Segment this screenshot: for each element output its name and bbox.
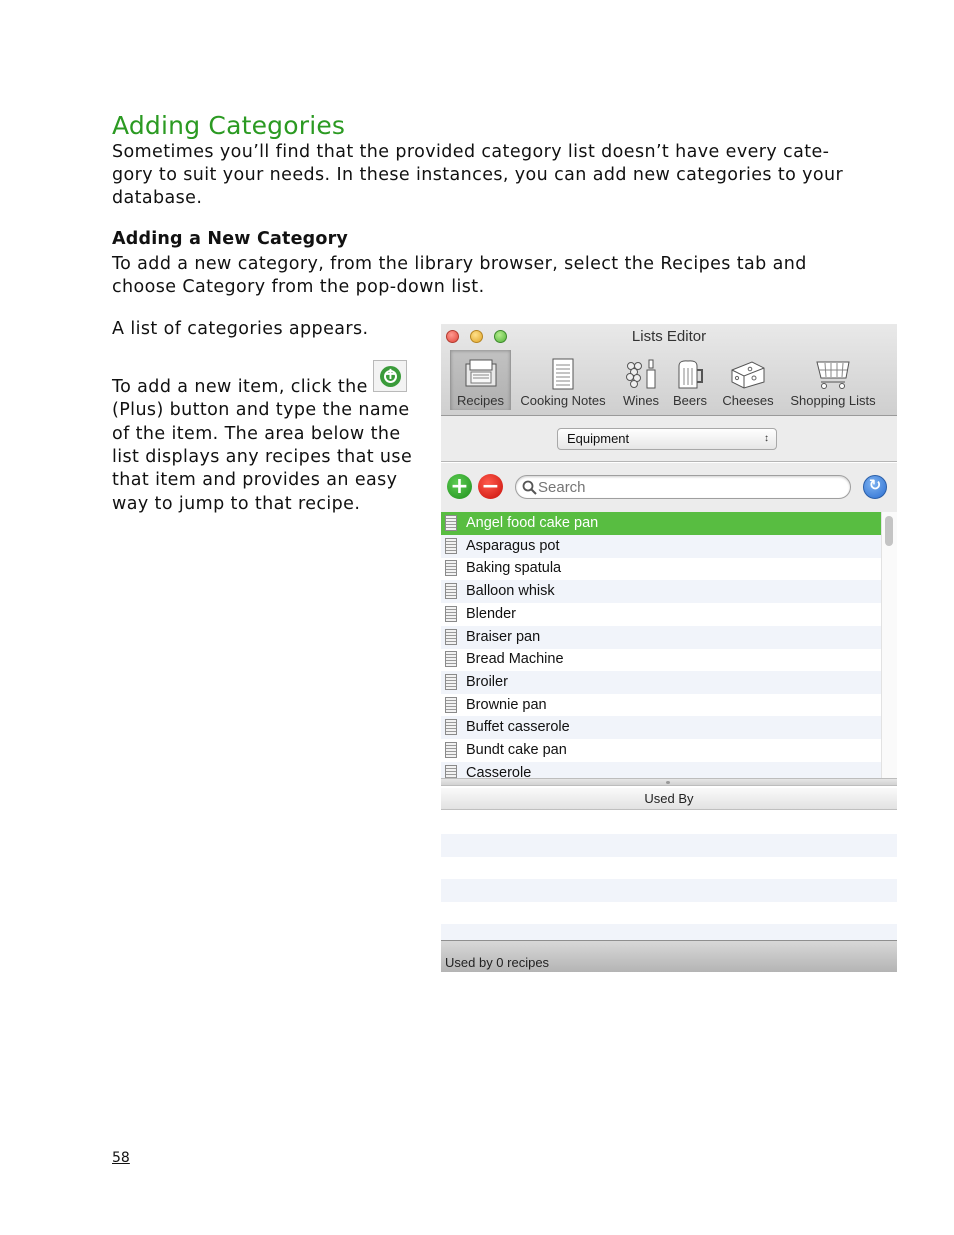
list-item[interactable] xyxy=(441,512,881,535)
add-line-1: To add a new category, from the library browser, select the Recipes tab and xyxy=(112,254,807,274)
list-item[interactable] xyxy=(441,671,881,694)
used-by-row xyxy=(441,834,897,857)
list-item-label: Baking spatula xyxy=(466,560,562,577)
tab-wines-label: Wines xyxy=(622,393,660,408)
list-item-label: Buffet casserole xyxy=(466,719,570,736)
list-item-icon xyxy=(445,742,457,758)
add-line-2: choose Category from the pop-down list. xyxy=(112,277,485,297)
used-by-header[interactable]: Used By xyxy=(441,788,897,810)
refresh-icon: ↻ xyxy=(868,476,882,494)
plus-line-5: that item and provides an easy xyxy=(112,470,398,490)
plus-line-2: (Plus) button and type the name xyxy=(112,400,410,420)
list-item[interactable] xyxy=(441,557,881,580)
plus-line-6: way to jump to that recipe. xyxy=(112,494,361,514)
search-input[interactable] xyxy=(538,478,838,496)
beer-mug-icon xyxy=(675,358,705,390)
list-item-label: Bundt cake pan xyxy=(466,742,567,758)
status-text: Used by 0 recipes xyxy=(445,955,550,970)
intro-line-2: gory to suit your needs. In these instances, you can add new categories to your xyxy=(112,165,844,185)
list-item[interactable] xyxy=(441,739,881,762)
search-icon xyxy=(522,480,537,495)
list-item[interactable] xyxy=(441,716,881,739)
list-item[interactable] xyxy=(441,626,881,649)
shopping-cart-icon xyxy=(814,358,852,390)
refresh-button[interactable] xyxy=(863,475,887,499)
plus-icon: + xyxy=(450,474,469,499)
category-popup[interactable] xyxy=(557,428,777,450)
plus-line-4: list displays any recipes that use xyxy=(112,447,413,467)
scroll-thumb[interactable] xyxy=(885,516,893,546)
window-title: Lists Editor xyxy=(631,328,707,345)
add-item-button[interactable] xyxy=(447,474,472,499)
notes-page-icon xyxy=(550,358,576,390)
list-item[interactable] xyxy=(441,535,881,558)
category-popup-value: Equipment xyxy=(567,431,630,446)
splitter-grip-icon xyxy=(666,781,670,784)
category-popup-bar xyxy=(441,416,897,462)
list-item-icon xyxy=(445,515,457,531)
minus-icon: − xyxy=(481,474,500,499)
tab-recipes-label: Recipes xyxy=(457,393,504,408)
list-item[interactable] xyxy=(441,762,881,778)
list-item-label: Angel food cake pan xyxy=(466,515,599,531)
tab-beers-label: Beers xyxy=(673,393,707,408)
list-appears-text: A list of categories appears. xyxy=(112,319,369,339)
tab-cooking-notes-label: Cooking Notes xyxy=(520,393,606,408)
list-item-label: Casserole xyxy=(466,764,532,778)
tab-shopping-lists[interactable] xyxy=(785,350,881,410)
status-bar xyxy=(441,940,897,972)
list-item-icon xyxy=(445,538,457,554)
list-item-icon xyxy=(445,765,457,778)
list-item[interactable] xyxy=(441,648,881,671)
category-item-list xyxy=(441,512,881,778)
page-number: 58 xyxy=(112,1150,130,1166)
recipe-box-icon xyxy=(464,358,498,388)
cheese-icon xyxy=(730,358,766,390)
wine-grapes-icon xyxy=(623,358,659,390)
plus-button-illustration xyxy=(373,360,407,392)
list-scrollbar[interactable] xyxy=(881,512,897,778)
list-item-label: Bread Machine xyxy=(466,651,564,668)
tab-cooking-notes[interactable] xyxy=(513,350,613,410)
list-item-icon xyxy=(445,560,457,576)
list-item-label: Asparagus pot xyxy=(466,537,560,554)
tab-shopping-lists-label: Shopping Lists xyxy=(790,393,876,408)
pane-splitter[interactable] xyxy=(441,778,897,786)
lists-editor-window xyxy=(441,324,897,972)
intro-line-3: database. xyxy=(112,188,203,208)
used-by-list xyxy=(441,810,897,940)
list-controls xyxy=(441,463,897,513)
list-item-icon xyxy=(445,606,457,622)
list-item[interactable] xyxy=(441,603,881,626)
plus-line-1: To add a new item, click the xyxy=(112,377,368,397)
remove-item-button[interactable] xyxy=(478,474,503,499)
title-bar xyxy=(441,324,897,416)
list-item-label: Braiser pan xyxy=(466,628,541,645)
list-item-icon xyxy=(445,583,457,599)
section-heading: Adding Categories xyxy=(112,111,346,140)
plus-icon xyxy=(380,366,401,387)
used-by-row xyxy=(441,924,897,940)
updown-arrows-icon: ↕ xyxy=(764,433,769,444)
tab-cheeses[interactable] xyxy=(719,350,777,410)
list-item[interactable] xyxy=(441,580,881,603)
list-item-label: Balloon whisk xyxy=(466,583,555,600)
search-field[interactable] xyxy=(515,475,851,499)
tab-wines[interactable] xyxy=(617,350,665,410)
plus-line-3: of the item. The area below the xyxy=(112,424,401,444)
list-item-label: Broiler xyxy=(466,673,508,690)
list-item-label: Blender xyxy=(466,605,516,622)
list-item-label: Brownie pan xyxy=(466,696,547,713)
list-item-icon xyxy=(445,719,457,735)
list-item-icon xyxy=(445,697,457,713)
tab-beers[interactable] xyxy=(669,350,711,410)
intro-line-1: Sometimes you’ll find that the provided category list doesn’t have every cate- xyxy=(112,142,830,162)
subheading: Adding a New Category xyxy=(112,229,349,249)
tab-cheeses-label: Cheeses xyxy=(722,393,774,408)
list-item-icon xyxy=(445,651,457,667)
list-item-icon xyxy=(445,629,457,645)
list-item[interactable] xyxy=(441,694,881,717)
used-by-row xyxy=(441,879,897,902)
tab-recipes[interactable] xyxy=(450,350,511,410)
list-item-icon xyxy=(445,674,457,690)
